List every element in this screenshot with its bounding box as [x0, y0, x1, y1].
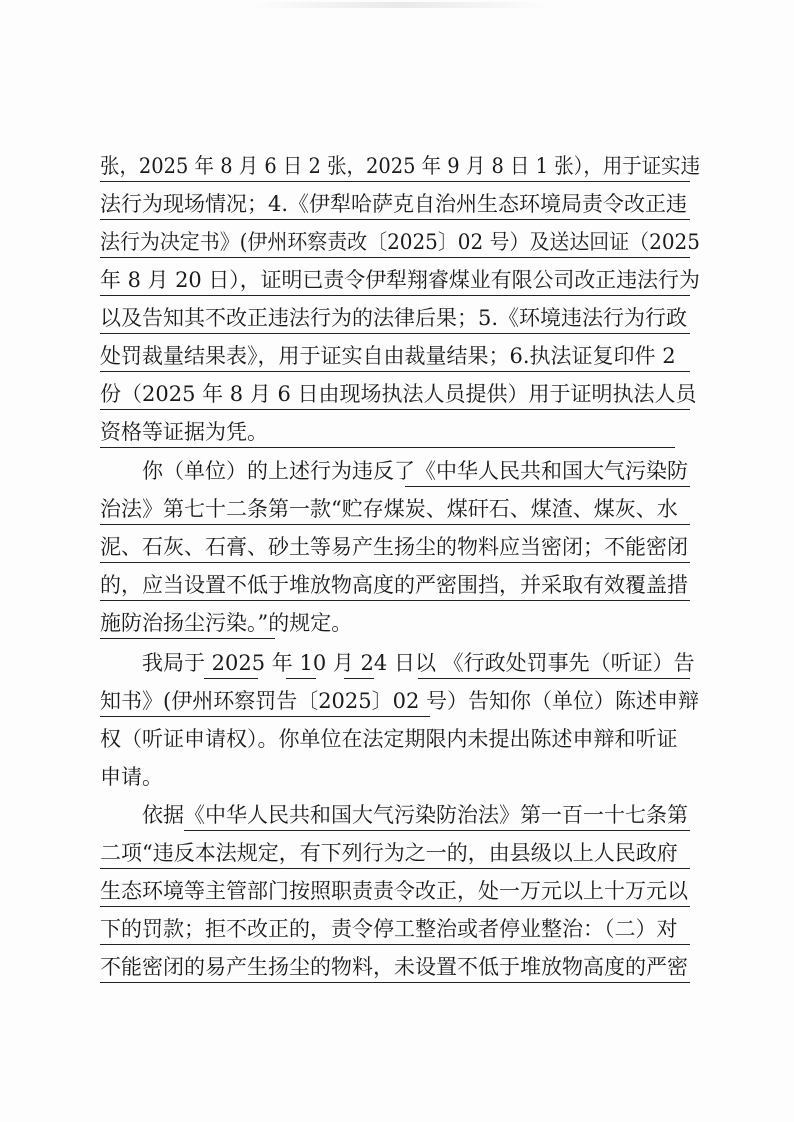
line-text: 下的罚款；拒不改正的，责令停工整治或者停业整治：（二）对	[100, 917, 678, 941]
paragraph-violation	[100, 452, 700, 642]
underline	[100, 333, 690, 334]
line-text: 治法》第七十二条第一款“贮存煤炭、煤矸石、煤渣、煤灰、水	[100, 497, 678, 521]
text-line	[100, 910, 700, 948]
text-line	[100, 223, 700, 261]
line-text: 施防治扬尘污染。”的规定。	[100, 611, 353, 635]
underline	[100, 371, 690, 372]
underline	[100, 257, 690, 258]
line-text: 你（单位）的上述行为违反了《中华人民共和国大气污染防	[142, 459, 688, 483]
text-line	[100, 758, 700, 796]
line-text: 不能密闭的易产生扬尘的物料，未设置不低于堆放物高度的严密	[100, 955, 688, 979]
line-text: 处罚裁量结果表》，用于证实自由裁量结果；6.执法证复印件 2	[100, 344, 676, 368]
line-text: 权（听证申请权）。你单位在法定期限内未提出陈述申辩和听证	[100, 727, 678, 751]
text-line	[100, 375, 700, 413]
line-text: 资格等证据为凭。	[100, 420, 268, 444]
text-line	[100, 490, 700, 528]
line-text: 以及告知其不改正违法行为的法律后果；5.《环境违法行为行政	[100, 306, 688, 330]
text-line	[100, 834, 700, 872]
text-line	[100, 299, 700, 337]
text-line	[100, 796, 700, 834]
text-line	[100, 872, 700, 910]
underline	[100, 524, 690, 525]
text-line	[100, 644, 700, 682]
line-text: 二项“违反本法规定，有下列行为之一的，由县级以上人民政府	[100, 841, 678, 865]
underline	[184, 830, 690, 831]
text-line	[100, 720, 700, 758]
underline	[100, 716, 430, 717]
line-text: 申请。	[100, 765, 163, 789]
underline	[100, 906, 690, 907]
line-text: 法行为现场情况；4.《伊犁哈萨克自治州生态环境局责令改正违	[100, 192, 688, 216]
underline	[418, 678, 690, 679]
line-text: 泥、石灰、石膏、砂土等易产生扬尘的物料应当密闭；不能密闭	[100, 535, 688, 559]
underline	[100, 219, 690, 220]
underline	[100, 982, 690, 983]
line-text: 依据《中华人民共和国大气污染防治法》第一百一十七条第	[142, 803, 688, 827]
text-line	[100, 261, 700, 299]
paragraph-evidence	[100, 147, 700, 451]
line-text: 生态环境等主管部门按照职责责令改正，处一万元以上十万元以	[100, 879, 688, 903]
text-line	[100, 604, 700, 642]
underline	[100, 868, 690, 869]
underline	[204, 678, 258, 679]
text-line	[100, 147, 700, 185]
line-text: 的，应当设置不低于堆放物高度的严密围挡，并采取有效覆盖措	[100, 573, 688, 597]
underline	[100, 944, 690, 945]
text-line	[100, 185, 700, 223]
underline	[100, 447, 675, 448]
line-text: 张，2025 年 8 月 6 日 2 张，2025 年 9 月 8 日 1 张），用于证实违	[100, 154, 701, 178]
line-text: 知书》(伊州环察罚告〔2025〕02 号）告知你（单位）陈述申辩	[100, 689, 700, 713]
text-line	[100, 566, 700, 604]
underline	[100, 562, 690, 563]
underline	[100, 600, 690, 601]
line-text: 年 8 月 20 日），证明已责令伊犁翔睿煤业有限公司改正违法行为	[100, 268, 700, 292]
line-text: 法行为决定书》(伊州环察责改〔2025〕02 号）及送达回证（2025	[100, 230, 700, 254]
paragraph-notice	[100, 644, 700, 796]
underline	[100, 181, 690, 182]
scan-artifact	[250, 2, 550, 8]
line-text: 份（2025 年 8 月 6 日由现场执法人员提供）用于证明执法人员	[100, 382, 697, 406]
text-line	[100, 452, 700, 490]
underline	[344, 678, 374, 679]
underline	[100, 638, 275, 639]
text-line	[100, 337, 700, 375]
text-line	[100, 413, 700, 451]
underline	[100, 295, 690, 296]
text-line	[100, 948, 700, 986]
underline	[100, 409, 690, 410]
underline	[405, 486, 690, 487]
text-line	[100, 528, 700, 566]
underline	[286, 678, 316, 679]
paragraph-legal-basis	[100, 796, 700, 986]
line-text: 我局于 2025 年 10 月 24 日以 《行政处罚事先（听证）告	[142, 651, 695, 675]
text-line	[100, 682, 700, 720]
